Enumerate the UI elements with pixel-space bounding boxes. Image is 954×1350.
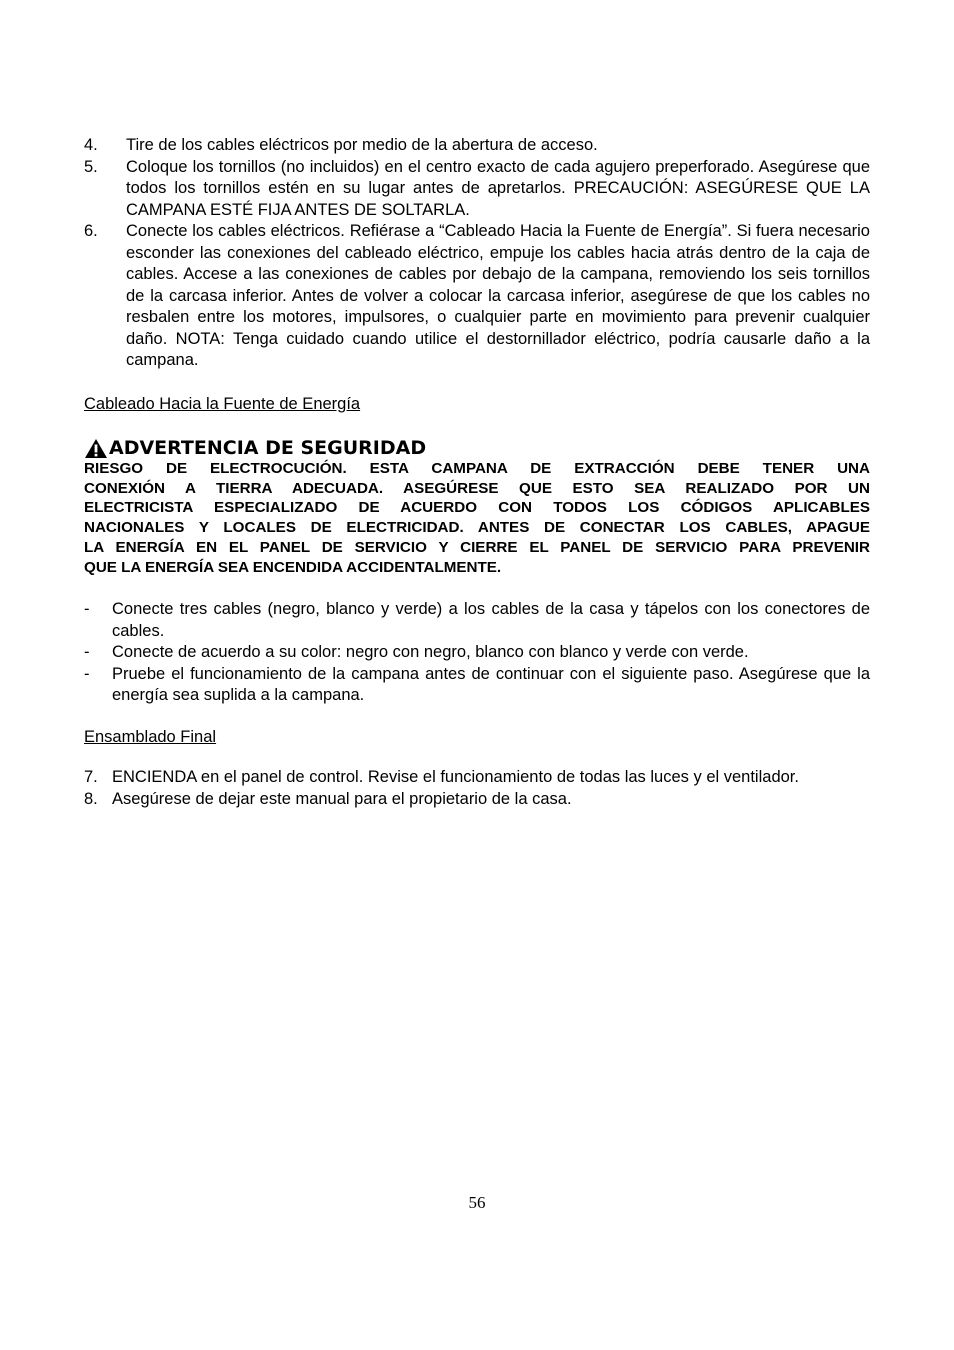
- list-item: [84, 221, 870, 372]
- warning-body: [84, 459, 870, 577]
- list-item: [84, 135, 870, 157]
- step-text: Tire de los cables eléctricos por medio de la abertura de acceso.: [126, 136, 598, 154]
- list-item: [84, 157, 870, 222]
- list-item: [84, 599, 870, 642]
- warning-title-text: ADVERTENCIA DE SEGURIDAD: [109, 437, 427, 459]
- dash-mark: -: [84, 600, 90, 619]
- warning-title: [84, 437, 870, 459]
- warning-line: ELECTRICISTA ESPECIALIZADO DE ACUERDO CON TODOS LOS CÓDIGOS APLICABLES: [84, 499, 870, 517]
- steps-list-top: [84, 135, 870, 372]
- steps-list-final: [84, 767, 870, 810]
- dash-text: Conecte de acuerdo a su color: negro con negro, blanco con blanco y verde con verde.: [112, 643, 749, 662]
- warning-line: LA ENERGÍA EN EL PANEL DE SERVICIO Y CIERRE EL PANEL DE SERVICIO PARA PREVENIR: [84, 538, 870, 556]
- page-number: 56: [468, 1193, 486, 1212]
- step-number: 5.: [84, 157, 98, 176]
- step-number: 8.: [84, 789, 98, 808]
- dash-list: [84, 599, 870, 707]
- list-item: [84, 642, 870, 664]
- warning-line: CONEXIÓN A TIERRA ADECUADA. ASEGÚRESE QUE ESTO SEA REALIZADO POR UN: [84, 479, 870, 497]
- warning-line: QUE LA ENERGÍA SEA ENCENDIDA ACCIDENTALMENTE.: [84, 558, 502, 576]
- warning-line: NACIONALES Y LOCALES DE ELECTRICIDAD. ANTES DE CONECTAR LOS CABLES, APAGUE: [84, 519, 870, 537]
- dash-text: Conecte tres cables (negro, blanco y verde) a los cables de la casa y tápelos con los conectores de cables.: [112, 600, 870, 640]
- section-heading-final: Ensamblado Final: [84, 727, 217, 746]
- list-item: [84, 789, 870, 811]
- step-text: Conecte los cables eléctricos. Refiérase a “Cableado Hacia la Fuente de Energía”. Si fuera necesario esconder las conexiones del cableado eléctrico, empuje los cables hacia atrás dentro de la caja de cables. Accese a las conexiones de cables por debajo de la campana, removiendo los seis tornillos de la carcasa inferior. Antes de volver a colocar la carcasa inferior, asegúrese de que los cables no resbalen entre los motores, impulsores, o cualquier parte en movimiento para prevenir cualquier daño. NOTA: Tenga cuidado cuando utilice el destornillador eléctrico, podría causarle daño a la campana.: [126, 222, 870, 369]
- step-number: 7.: [84, 768, 98, 787]
- list-item: [84, 664, 870, 707]
- step-text: Coloque los tornillos (no incluidos) en el centro exacto de cada agujero preperforado. Asegúrese que todos los tornillos estén en su lugar antes de apretarlos. PRECAUCIÓN: ASEGÚRESE QUE LA CAMPANA ESTÉ FIJA ANTES DE SOLTARLA.: [126, 157, 870, 219]
- step-number: 4.: [84, 136, 98, 154]
- dash-mark: -: [84, 664, 90, 683]
- dash-mark: -: [84, 643, 90, 662]
- step-text: ENCIENDA en el panel de control. Revise el funcionamiento de todas las luces y el ventilador.: [112, 768, 799, 787]
- section-heading-wiring: Cableado Hacia la Fuente de Energía: [84, 394, 361, 413]
- step-text: Asegúrese de dejar este manual para el propietario de la casa.: [112, 789, 572, 808]
- dash-text: Pruebe el funcionamiento de la campana antes de continuar con el siguiente paso. Asegúrese que la energía sea suplida a la campana.: [112, 664, 870, 705]
- list-item: [84, 767, 870, 789]
- warning-line: RIESGO DE ELECTROCUCIÓN. ESTA CAMPANA DE EXTRACCIÓN DEBE TENER UNA: [84, 460, 870, 477]
- warning-triangle-icon: [84, 438, 108, 459]
- step-number: 6.: [84, 222, 98, 240]
- document-page: [84, 135, 870, 810]
